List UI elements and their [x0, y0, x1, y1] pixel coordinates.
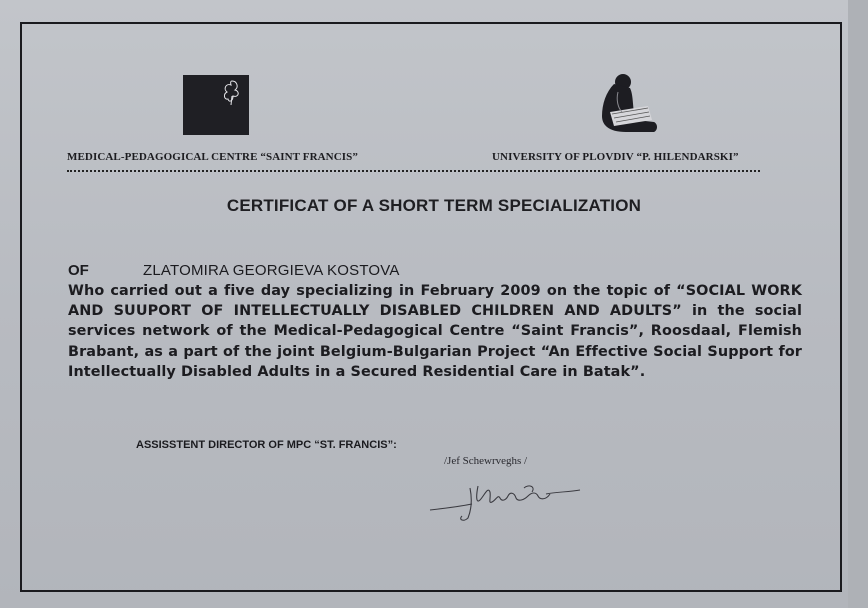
- left-institution-name: MEDICAL-PEDAGOGICAL CENTRE “SAINT FRANCIS”: [67, 151, 358, 163]
- director-label: ASSISSTENT DIRECTOR OF MPC “ST. FRANCIS”:: [136, 439, 397, 451]
- scribe-emblem-icon: [596, 70, 660, 136]
- certificate-body: Who carried out a five day specializing in February 2009 on the topic of “SOCIAL WORK AND SUUPORT OF INTELLECTUALLY DISABLED CHILDREN AND ADULTS” in the social services network of the Medical-Pedagogical Centre “Saint Francis”, Roosdaal, Flemish Brabant, as a part of the joint Belgium-Bulgarian Project “An Effective Social Support for Intellectually Disabled Adults in a Secured Residential Care in Batak”.: [68, 283, 802, 380]
- certificate-title: CERTIFICAT OF A SHORT TERM SPECIALIZATION: [226, 196, 642, 215]
- signer-name: /Jef Schewrveghs /: [444, 455, 528, 467]
- right-institution-name: UNIVERSITY OF PLOVDIV “P. HILENDARSKI”: [492, 151, 739, 163]
- of-label: OF: [68, 262, 89, 279]
- handwritten-signature: [428, 478, 583, 526]
- dotted-divider: [67, 170, 760, 174]
- flower-icon: [223, 79, 241, 105]
- saint-francis-logo-icon: [183, 75, 249, 135]
- recipient-name: ZLATOMIRA GEORGIEVA KOSTOVA: [143, 262, 400, 279]
- scan-edge: [848, 0, 868, 608]
